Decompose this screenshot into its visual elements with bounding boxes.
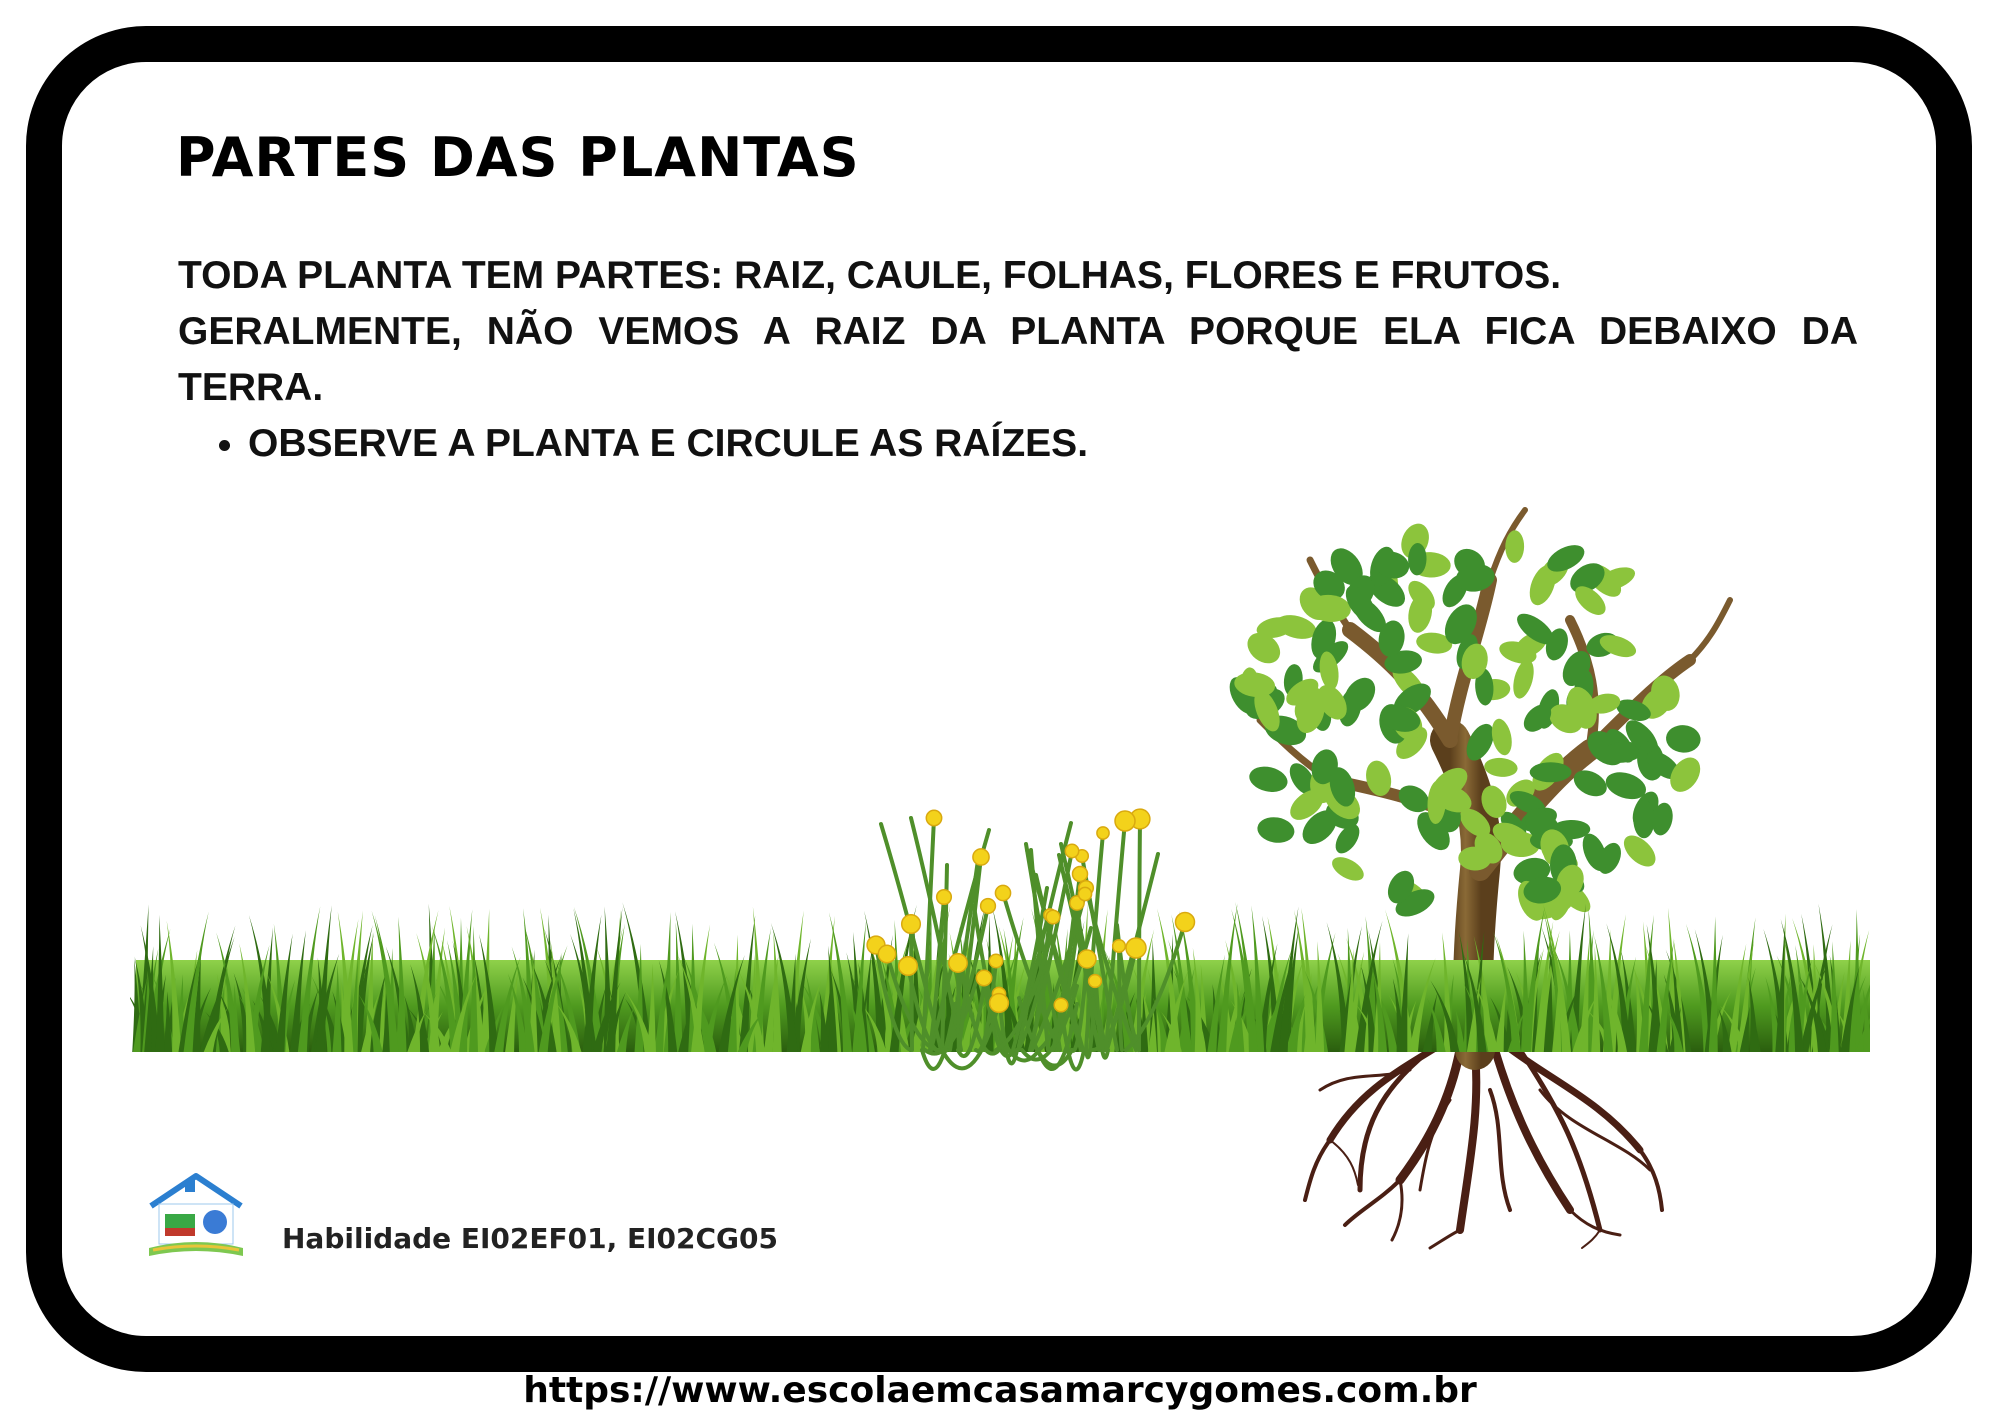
daffodil-flower — [899, 957, 918, 976]
daffodil-flower — [1176, 913, 1195, 932]
worksheet-title: PARTES DAS PLANTAS — [176, 126, 860, 189]
daffodil-flower — [995, 885, 1010, 900]
daffodil-flower — [1078, 950, 1096, 968]
skill-code: Habilidade EI02EF01, EI02CG05 — [282, 1222, 779, 1255]
leaf — [1328, 852, 1367, 885]
daffodil-flower — [973, 849, 989, 865]
paragraph-roots: GERALMENTE, NÃO VEMOS A RAIZ DA PLANTA PORQUE ELA FICA DEBAIXO DA TERRA. — [178, 310, 1858, 409]
daffodil-flower — [878, 945, 895, 962]
daffodil-flower — [1078, 887, 1091, 900]
daffodil-flower — [1054, 998, 1068, 1012]
worksheet-text — [178, 248, 1858, 472]
leaf — [1489, 717, 1515, 757]
footer-url[interactable]: https://www.escolaemcasamarcygomes.com.br — [523, 1370, 1477, 1411]
instruction-item: • OBSERVE A PLANTA E CIRCULE AS RAÍZES. — [248, 416, 1858, 472]
daffodil-flower — [1097, 827, 1109, 839]
daffodil-flower — [926, 810, 941, 825]
daffodil-flower — [976, 970, 991, 985]
daffodil-flower — [1113, 940, 1126, 953]
daffodil-flower — [990, 994, 1009, 1013]
daffodil-flower — [902, 915, 921, 934]
daffodil-flower — [949, 954, 967, 972]
leaf — [1483, 757, 1518, 779]
daffodil-flower — [989, 954, 1002, 967]
leaf — [1665, 724, 1702, 754]
tree-leaves — [1224, 519, 1706, 924]
school-logo — [145, 1170, 247, 1260]
daffodil-flower — [1046, 910, 1060, 924]
tree-roots — [1305, 1045, 1662, 1248]
daffodil-flower — [1115, 811, 1135, 831]
leaf — [1247, 763, 1290, 796]
leaf — [1256, 815, 1297, 846]
daffodil-flower — [1073, 867, 1088, 882]
plant-illustration — [130, 490, 1870, 1250]
instruction-list — [178, 416, 1858, 472]
daffodil-flower — [937, 890, 952, 905]
daffodil-flower — [1126, 938, 1146, 958]
leaf — [1510, 657, 1538, 700]
daffodil-flower — [981, 899, 996, 914]
daffodil-stem — [911, 924, 912, 1050]
daffodil-flower — [1065, 844, 1078, 857]
leaf — [1633, 800, 1654, 838]
paragraph-plant-parts: TODA PLANTA TEM PARTES: RAIZ, CAULE, FOLHAS, FLORES E FRUTOS. — [178, 254, 1562, 297]
leaf — [1530, 762, 1572, 782]
daffodil-flower — [1089, 975, 1102, 988]
